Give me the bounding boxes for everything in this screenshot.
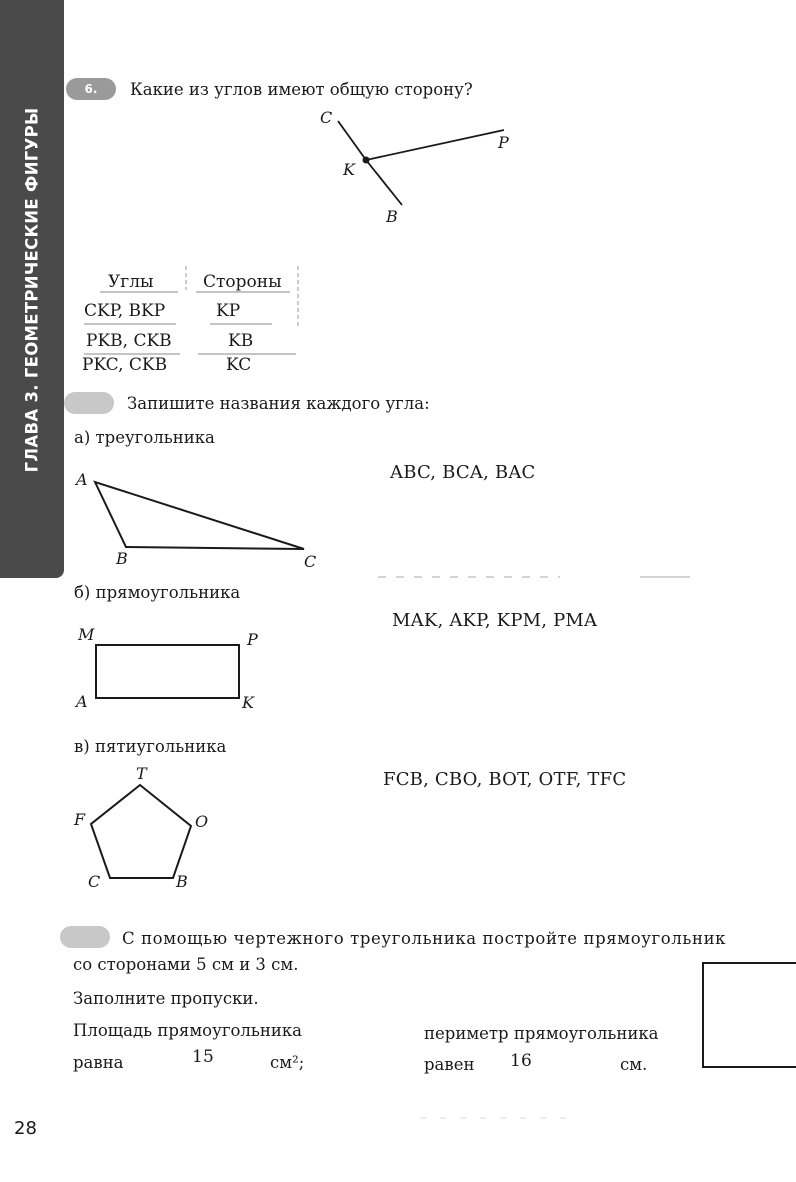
ray-kb xyxy=(366,160,402,205)
task8-fill-blanks: Заполните пропуски. xyxy=(73,989,259,1008)
pentagon-tobcf xyxy=(91,785,191,878)
triangle-abc xyxy=(95,482,304,549)
rectangle-mpka xyxy=(95,644,240,699)
task8-instruction-2: со сторонами 5 см и 3 см. xyxy=(73,955,299,974)
label-c: C xyxy=(88,872,101,891)
task7b-answer: MAK, AKP, KPM, PMA xyxy=(392,610,598,631)
label-o: O xyxy=(195,812,209,831)
ray-kc xyxy=(338,121,366,160)
page-number: 28 xyxy=(14,1118,37,1139)
drawn-rectangle xyxy=(702,962,796,1068)
chapter-title: ГЛАВА 3. ГЕОМЕТРИЧЕСКИЕ ФИГУРЫ xyxy=(22,107,42,473)
task7-instruction: Запишите названия каждого угла: xyxy=(127,394,430,413)
label-a: A xyxy=(76,692,88,711)
perimeter-value: 16 xyxy=(510,1051,533,1071)
label-k: K xyxy=(242,693,254,712)
task-number-badge xyxy=(64,392,114,414)
task8-instruction-1: С помощью чертежного треугольника постройте прямоугольник xyxy=(122,929,727,948)
task7b-label: б) прямоугольника xyxy=(74,583,241,602)
label-b: B xyxy=(116,549,128,568)
table-header-sides: Стороны xyxy=(203,272,282,292)
area-value: 15 xyxy=(192,1047,215,1067)
task6-question: Какие из углов имеют общую сторону? xyxy=(130,80,473,99)
label-b: B xyxy=(386,207,398,226)
table-row-angles: CKP, BKP xyxy=(84,301,166,321)
table-row-angles: PKC, CKB xyxy=(82,355,168,375)
task7a-label: а) треугольника xyxy=(74,428,215,447)
task7c-answer: FCB, CBO, BOT, OTF, TFC xyxy=(383,769,627,790)
label-p: P xyxy=(247,630,258,649)
table-row-side: KP xyxy=(216,301,241,321)
label-c: C xyxy=(320,108,333,127)
table-row-side: KC xyxy=(226,355,252,375)
label-m: M xyxy=(78,625,95,644)
label-t: T xyxy=(136,764,147,783)
table-row-angles: PKB, CKB xyxy=(86,331,172,351)
label-b: B xyxy=(176,872,188,891)
label-k: K xyxy=(343,160,355,179)
perimeter-unit: см. xyxy=(620,1055,648,1074)
task7a-answer: ABC, BCA, BAC xyxy=(390,462,536,483)
task-number-badge: 6. xyxy=(66,78,116,100)
perimeter-equals: равен xyxy=(424,1055,475,1074)
area-unit: см²; xyxy=(270,1053,305,1072)
area-equals: равна xyxy=(73,1053,124,1072)
area-label: Площадь прямоугольника xyxy=(73,1021,303,1040)
label-a: A xyxy=(76,470,88,489)
table-row-side: KB xyxy=(228,331,254,351)
label-f: F xyxy=(74,810,86,829)
perimeter-label: периметр прямоугольника xyxy=(424,1024,659,1043)
point-k xyxy=(363,157,370,164)
task7c-label: в) пятиугольника xyxy=(74,737,227,756)
task-number-badge xyxy=(60,926,110,948)
ray-kp xyxy=(366,130,504,160)
label-p: P xyxy=(498,133,509,152)
label-c: C xyxy=(304,552,317,571)
table-header-angles: Углы xyxy=(108,272,154,292)
